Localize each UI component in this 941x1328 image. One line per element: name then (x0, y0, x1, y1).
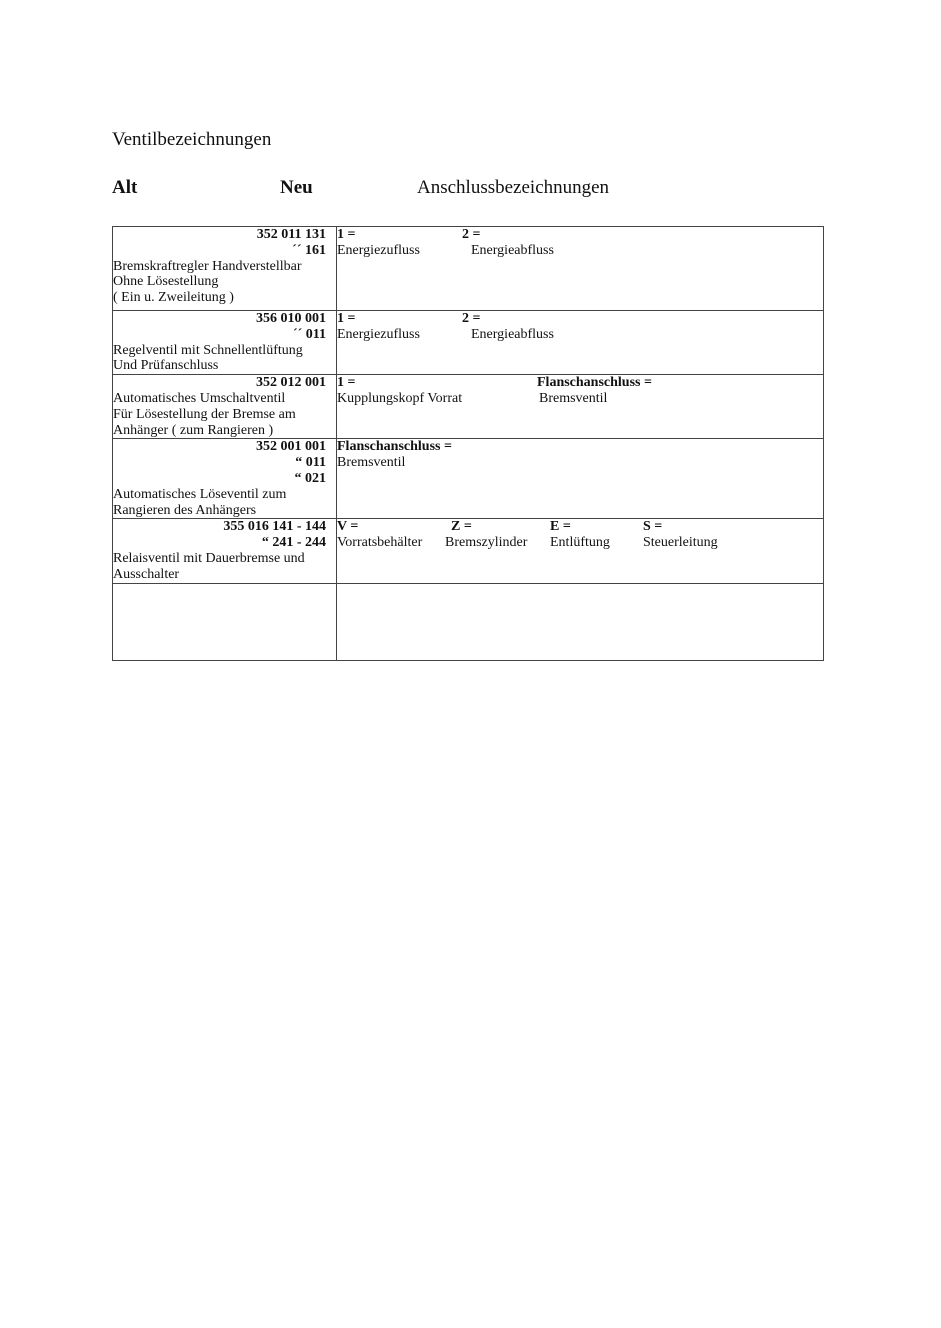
port-value: Vorratsbehälter (337, 535, 423, 551)
table-row (113, 439, 824, 519)
column-header-neu: Neu (280, 177, 313, 198)
port-key: V = (337, 519, 359, 535)
port-entry (337, 227, 420, 259)
valve-description: Ohne Lösestellung (113, 274, 219, 290)
port-value: Energieabfluss (471, 326, 554, 342)
part-number: 352 012 001 (256, 375, 326, 391)
table-row-empty (113, 583, 824, 660)
port-key: 1 = (337, 227, 356, 242)
part-number: 352 001 001 (256, 439, 326, 455)
part-number: 355 016 141 - 144 (223, 519, 326, 535)
valve-cell (113, 583, 337, 660)
table-row (113, 311, 824, 375)
valve-description: ( Ein u. Zweileitung ) (113, 290, 234, 306)
valve-description: Automatisches Löseventil zum (113, 486, 287, 502)
port-entry (337, 519, 422, 551)
port-key: Z = (451, 519, 472, 535)
ports-cell (337, 375, 824, 439)
part-number: ´´ 161 (292, 242, 326, 258)
port-value: Energiezufluss (337, 242, 420, 258)
table-row (113, 375, 824, 439)
port-key: 1 = (337, 311, 356, 326)
port-entry (550, 519, 610, 551)
column-header-alt: Alt (112, 177, 138, 198)
port-key: Flanschanschluss = (337, 439, 452, 455)
part-number: “ 241 - 244 (261, 535, 326, 551)
port-entry (643, 519, 718, 551)
ports-cell (337, 519, 824, 583)
valve-cell (113, 439, 337, 519)
port-entry (462, 311, 554, 343)
valve-description: Bremskraftregler Handverstellbar (113, 258, 302, 274)
ports-cell (337, 439, 824, 519)
port-value: Bremszylinder (445, 535, 528, 551)
port-key: 2 = (462, 227, 481, 242)
valve-description: Und Prüfanschluss (113, 358, 219, 374)
valve-cell (113, 227, 337, 311)
port-entry (537, 375, 652, 407)
part-number: 352 011 131 (256, 227, 326, 242)
valve-description: Rangieren des Anhängers (113, 502, 257, 518)
valve-description: Automatisches Umschaltventil (113, 390, 286, 406)
valve-cell (113, 519, 337, 583)
port-value: Kupplungskopf Vorrat (337, 390, 463, 406)
port-key: 2 = (462, 311, 481, 326)
part-number: ´´ 011 (292, 326, 326, 342)
valve-description: Für Lösestellung der Bremse am (113, 406, 296, 422)
port-entry (445, 519, 527, 551)
part-number: “ 011 (295, 455, 326, 471)
part-number: 356 010 001 (256, 311, 326, 326)
port-key: E = (550, 519, 571, 535)
port-entry (337, 375, 462, 407)
port-key: Flanschanschluss = (537, 375, 652, 391)
port-key: S = (643, 519, 663, 535)
table-row (113, 227, 824, 311)
valve-description: Relaisventil mit Dauerbremse und (113, 550, 305, 566)
valve-description: Ausschalter (113, 566, 180, 582)
port-value: Energieabfluss (471, 242, 554, 258)
port-entry (337, 311, 420, 343)
column-header-anschluss: Anschlussbezeichnungen (417, 177, 610, 198)
valve-description: Regelventil mit Schnellentlüftung (113, 342, 303, 358)
ports-cell (337, 227, 824, 311)
port-value: Energiezufluss (337, 326, 420, 342)
port-entry (337, 439, 452, 471)
port-value: Bremsventil (539, 390, 608, 406)
valve-description: Anhänger ( zum Rangieren ) (113, 422, 274, 438)
port-entry (462, 227, 554, 259)
port-value: Entlüftung (550, 535, 610, 551)
table-row (113, 519, 824, 583)
page-title: Ventilbezeichnungen (112, 129, 272, 150)
valve-cell (113, 375, 337, 439)
port-value: Steuerleitung (643, 535, 718, 551)
ports-cell (337, 311, 824, 375)
valve-table (112, 226, 824, 661)
port-value: Bremsventil (337, 455, 406, 471)
valve-cell (113, 311, 337, 375)
part-number: “ 021 (294, 470, 326, 486)
port-key: 1 = (337, 375, 356, 391)
ports-cell (337, 583, 824, 660)
